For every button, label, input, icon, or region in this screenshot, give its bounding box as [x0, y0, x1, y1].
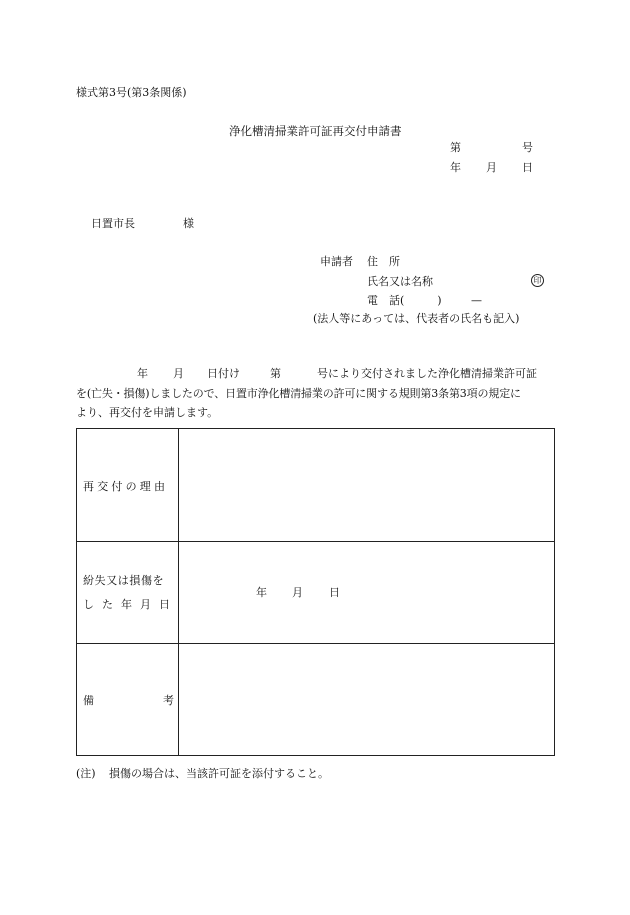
- date-day: 日: [522, 161, 533, 174]
- name-label: 氏名又は名称: [367, 275, 433, 288]
- body-no: 第: [270, 367, 281, 380]
- form-number: 様式第3号(第3条関係): [76, 86, 187, 99]
- body-line3: より、再交付を申請します。: [76, 406, 219, 419]
- loss-date-month: 月: [292, 586, 303, 599]
- date-month: 月: [486, 161, 497, 174]
- number-suffix: 号: [522, 141, 533, 154]
- body-date: 日付け: [207, 367, 240, 380]
- loss-date-day: 日: [329, 586, 340, 599]
- remarks-label-right: 考: [163, 694, 174, 707]
- body-line2: を(亡失・損傷)しましたので、日置市浄化槽清掃業の許可に関する規則第3条第3項の規定に: [76, 387, 521, 400]
- date-year: 年: [450, 161, 461, 174]
- loss-date-year: 年: [256, 586, 267, 599]
- reissue-reason-field[interactable]: [179, 429, 554, 541]
- phone-dash: —: [471, 294, 482, 307]
- address-label: 住 所: [367, 255, 400, 268]
- document-title: 浄化槽清掃業許可証再交付申請書: [229, 124, 402, 138]
- reissue-reason-label: 再交付の理由: [83, 480, 169, 493]
- application-table: [76, 428, 555, 756]
- number-prefix: 第: [450, 141, 461, 154]
- seal-mark: 印: [531, 274, 544, 287]
- loss-date-label-line2: した年月日: [83, 598, 178, 611]
- remarks-field[interactable]: [179, 644, 554, 755]
- phone-label: 電 話( ): [367, 294, 442, 307]
- applicant-label: 申請者: [320, 255, 353, 268]
- body-month: 月: [173, 367, 184, 380]
- addressee-honorific: 様: [183, 217, 194, 230]
- footnote-mark: (注): [76, 767, 96, 780]
- body-year: 年: [137, 367, 148, 380]
- loss-date-label-line1: 紛失又は損傷を: [83, 574, 165, 587]
- addressee-name: 日置市長: [91, 217, 135, 230]
- footnote-text: 損傷の場合は、当該許可証を添付すること。: [109, 767, 329, 780]
- remarks-label-left: 備: [83, 694, 94, 707]
- representative-note: (法人等にあっては、代表者の氏名も記入): [313, 312, 520, 325]
- body-line1-rest: 号により交付されました浄化槽清掃業許可証: [317, 367, 537, 380]
- loss-date-field[interactable]: [179, 542, 554, 643]
